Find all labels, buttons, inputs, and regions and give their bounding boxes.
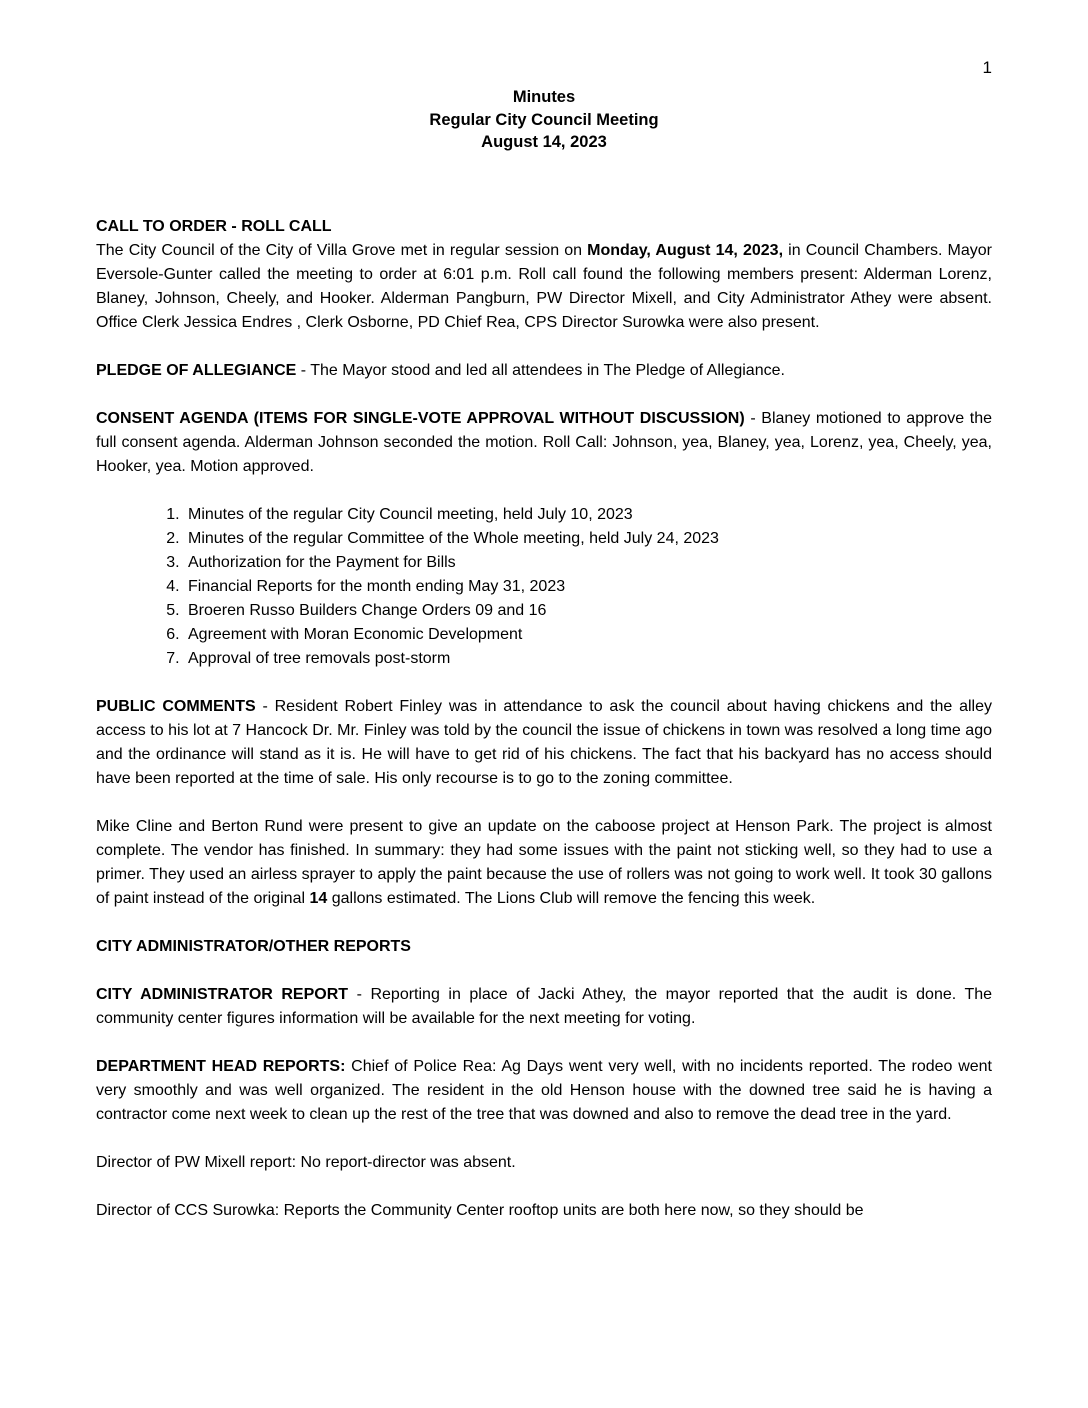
pw-director-report-paragraph: Director of PW Mixell report: No report-director was absent. <box>96 1154 516 1171</box>
document-title-block <box>0 86 1088 154</box>
call-to-order-paragraph <box>96 239 992 335</box>
city-administrator-report-label: CITY ADMINISTRATOR REPORT <box>96 986 349 1003</box>
list-item: 1. Minutes of the regular City Council meeting, held July 10, 2023 <box>184 503 992 527</box>
ccs-director-report-paragraph: Director of CCS Surowka: Reports the Community Center rooftop units are both here now, so they should be <box>96 1202 864 1219</box>
caboose-text-b: gallons estimated. The Lions Club will remove the fencing this week. <box>327 890 816 907</box>
consent-agenda-list <box>96 503 992 671</box>
public-comments-text: - Resident Robert Finley was in attendance to ask the council about having chickens and the alley access to his lot at 7 Hancock Dr. Mr. Finley was told by the council the issue of chickens in town was resolved a long time ago and the ordinance will stand as it is. He will have to get rid of his chickens. The fact that his backyard has no access should have been reported at the time of sale. His only recourse is to go to the zoning committee. <box>96 698 993 787</box>
title-minutes: Minutes <box>512 88 576 106</box>
call-to-order-heading: CALL TO ORDER - ROLL CALL <box>96 218 332 235</box>
department-head-reports-paragraph <box>96 1055 992 1127</box>
list-item: 2. Minutes of the regular Committee of the Whole meeting, held July 24, 2023 <box>184 527 992 551</box>
call-to-order-text-b: in Council Chambers. Mayor Eversole-Gunter called the meeting to order at 6:01 p.m. Roll call found the following members present: Alderman Lorenz, Blaney, Johnson, Cheely, and Hooker. Alderman Pangburn, PW Director Mixell, and City Administrator Athey were absent. Office Clerk Jessica Endres , Clerk Osborne, PD Chief Rea, CPS Director Surowka were also present. <box>96 242 993 331</box>
page-number: 1 <box>982 58 992 77</box>
list-item: 6. Agreement with Moran Economic Development <box>184 623 992 647</box>
caboose-text-a: Mike Cline and Berton Rund were present to give an update on the caboose project at Henson Park. The project is almost complete. The vendor has finished. In summary: they had some issues with the paint not sticking well, so they had to use a primer. They used an airless sprayer to apply the paint because the use of rollers was not going to work well. It took 30 gallons of paint instead of the original <box>96 818 992 907</box>
public-comments-label: PUBLIC COMMENTS <box>96 698 256 715</box>
minutes-body <box>96 215 992 1223</box>
caboose-update-paragraph <box>96 815 992 911</box>
reports-heading: CITY ADMINISTRATOR/OTHER REPORTS <box>96 938 411 955</box>
pledge-text: - The Mayor stood and led all attendees in The Pledge of Allegiance. <box>296 362 785 379</box>
consent-agenda-label: CONSENT AGENDA (ITEMS FOR SINGLE-VOTE APPROVAL WITHOUT DISCUSSION) <box>96 410 745 427</box>
list-item: 5. Broeren Russo Builders Change Orders 09 and 16 <box>184 599 992 623</box>
list-item: 7. Approval of tree removals post-storm <box>184 647 992 671</box>
pledge-paragraph <box>96 359 992 383</box>
list-item: 3. Authorization for the Payment for Bills <box>184 551 992 575</box>
city-administrator-report-text: - Reporting in place of Jacki Athey, the mayor reported that the audit is done. The community center figures information will be available for the next meeting for voting. <box>96 986 993 1027</box>
caboose-gallons-bold: 14 <box>309 890 328 907</box>
city-administrator-report-paragraph <box>96 983 992 1031</box>
consent-agenda-paragraph <box>96 407 992 479</box>
title-meeting-type: Regular City Council Meeting <box>429 110 659 129</box>
call-to-order-text-a: The City Council of the City of Villa Grove met in regular session on <box>96 242 588 259</box>
consent-agenda-text: - Blaney motioned to approve the full consent agenda. Alderman Johnson seconded the motion. Roll Call: Johnson, yea, Blaney, yea, Lorenz, yea, Cheely, yea, Hooker, yea. Motion approved. <box>96 410 993 475</box>
pledge-label: PLEDGE OF ALLEGIANCE <box>96 362 297 379</box>
list-item: 4. Financial Reports for the month ending May 31, 2023 <box>184 575 992 599</box>
meeting-date-bold: Monday, August 14, 2023, <box>587 242 784 259</box>
title-meeting-date: August 14, 2023 <box>481 133 607 151</box>
department-head-reports-text: Chief of Police Rea: Ag Days went very well, with no incidents reported. The rodeo went very smoothly and was well organized. The resident in the old Henson house with the downed tree said he is having a contractor come next week to clean up the rest of the tree that was downed and also to remove the dead tree in the yard. <box>96 1058 992 1123</box>
public-comments-paragraph <box>96 695 992 791</box>
department-head-reports-label: DEPARTMENT HEAD REPORTS: <box>96 1058 346 1075</box>
